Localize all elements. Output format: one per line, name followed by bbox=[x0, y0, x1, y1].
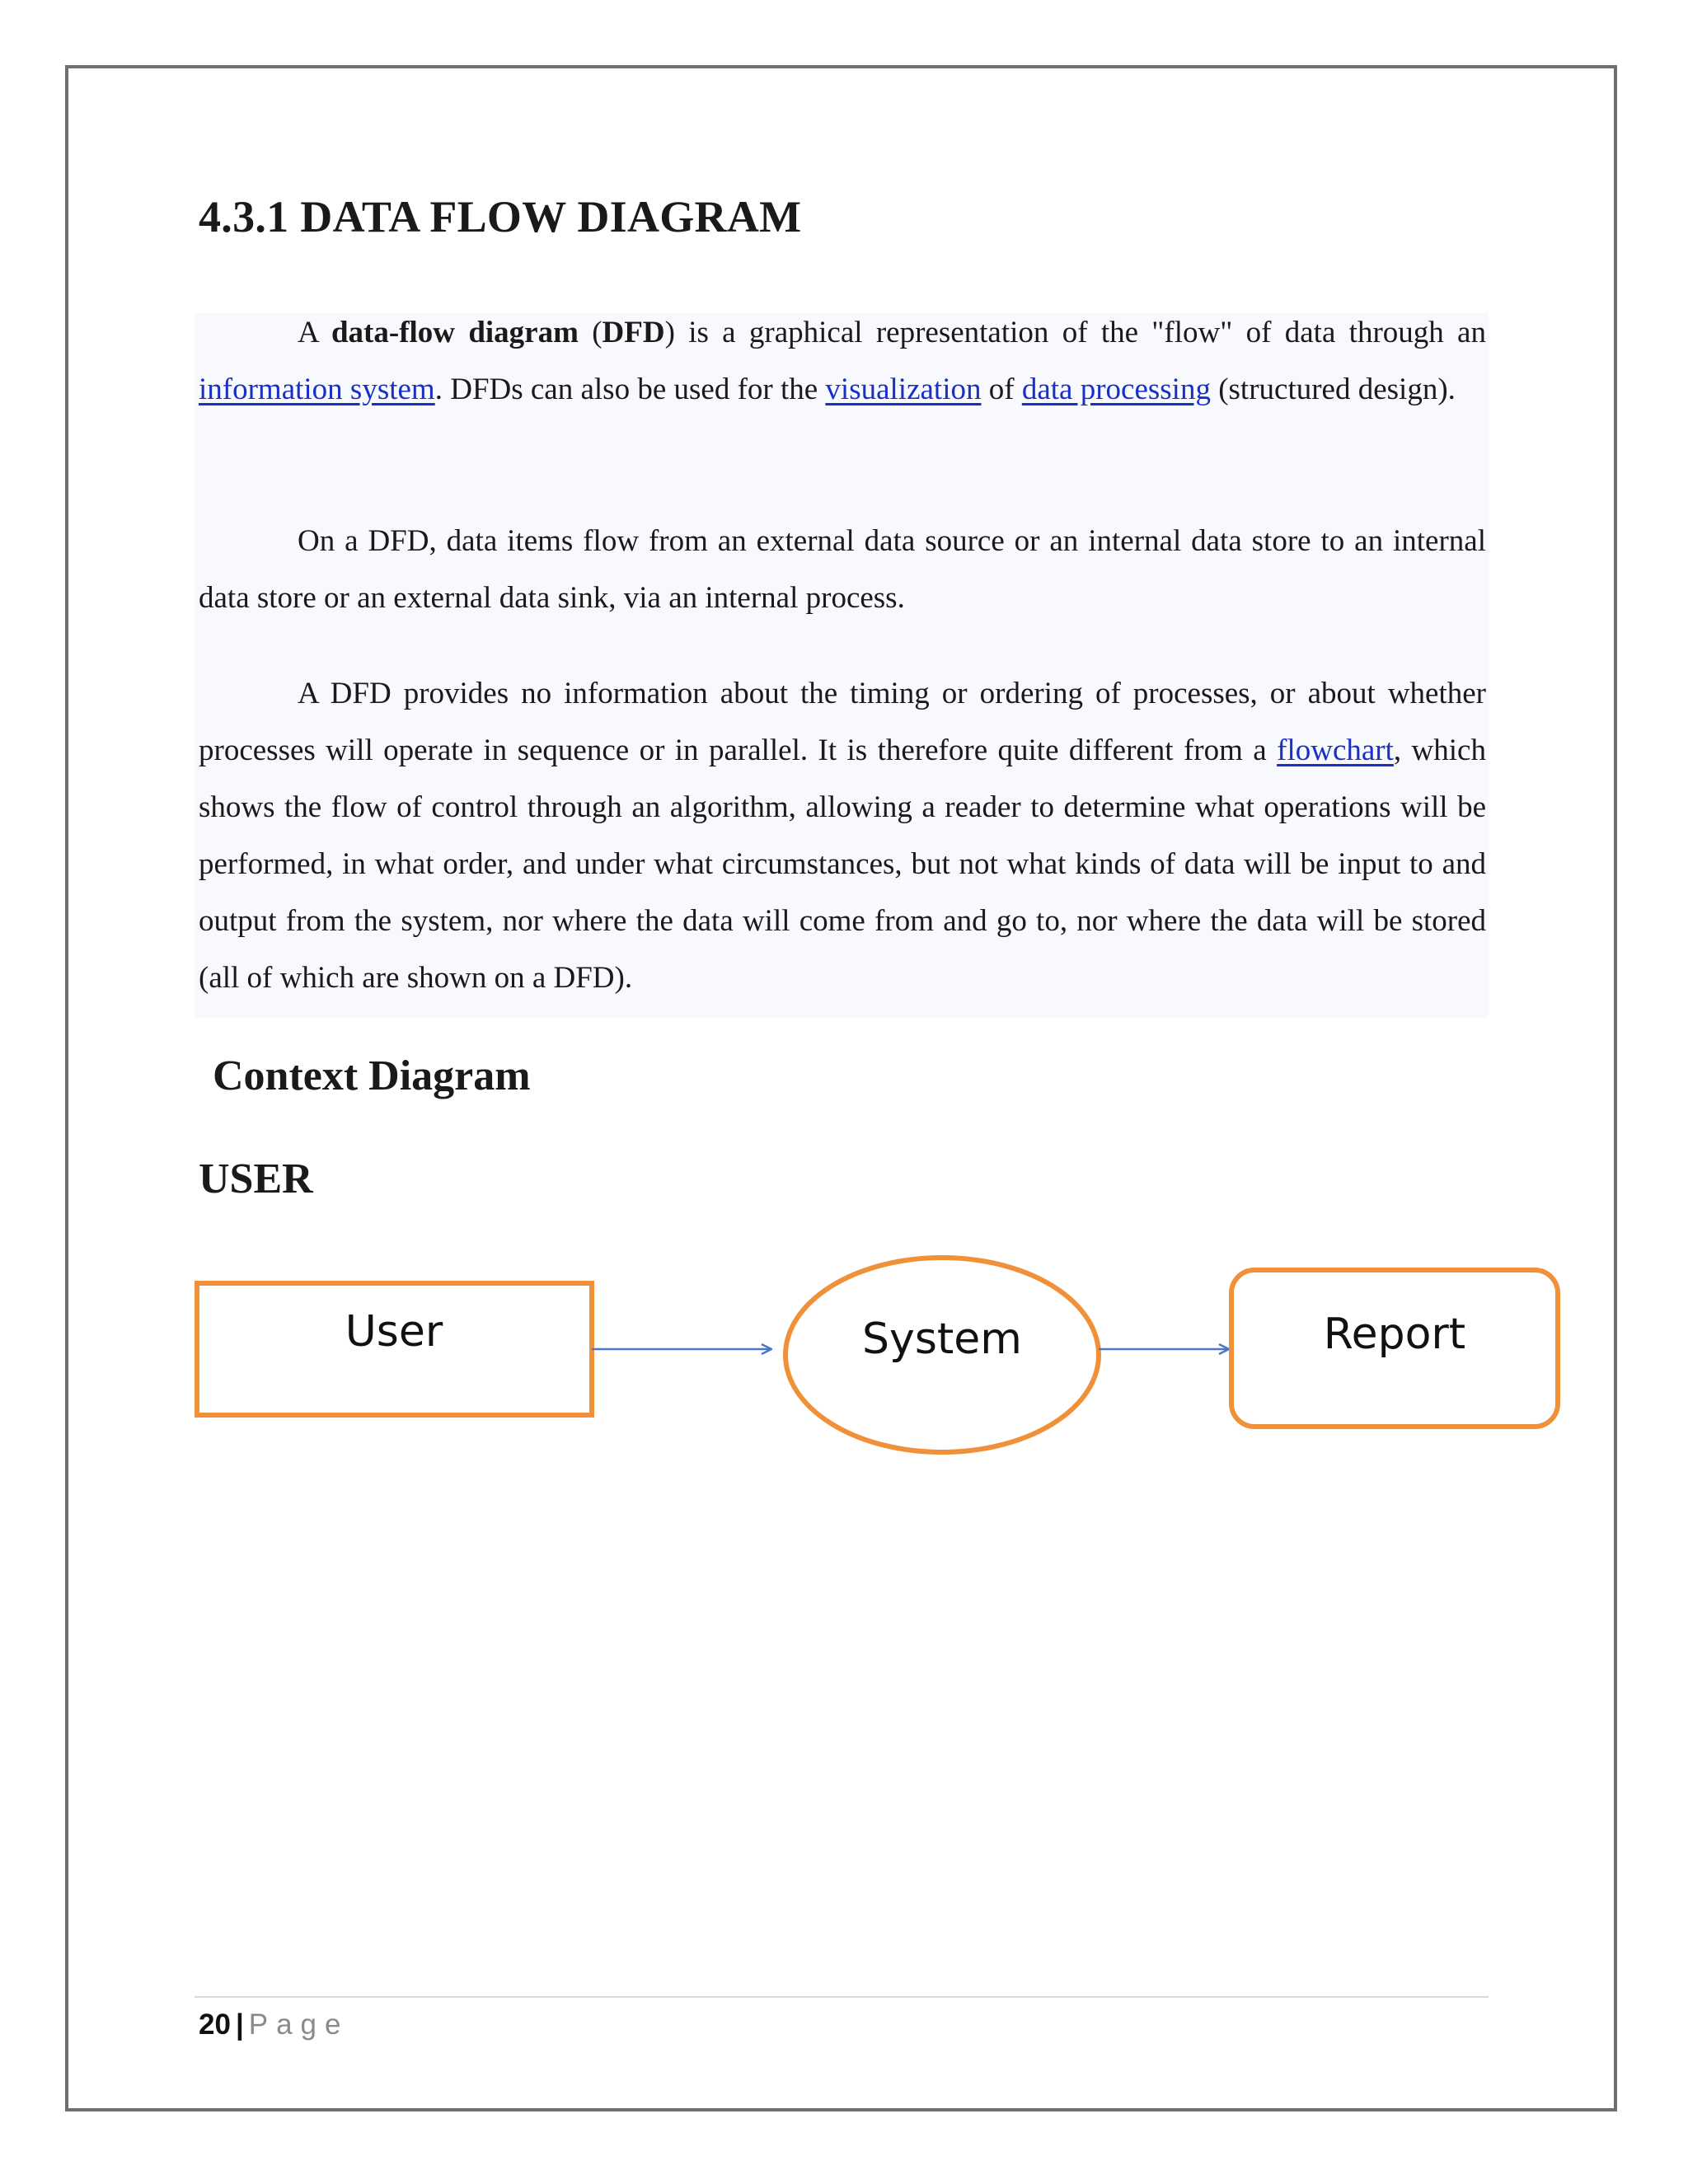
user-entity-label: User bbox=[345, 1307, 443, 1357]
report-entity-label: Report bbox=[1323, 1310, 1466, 1359]
page-label: Page bbox=[248, 2008, 349, 2041]
report-entity-box bbox=[1231, 1270, 1558, 1427]
page-number: 20 bbox=[199, 2008, 231, 2041]
paragraph-dfd-vs-flowchart: A DFD provides no information about the timing or ordering of processes, or about whether processes will operate in sequence or in parallel. It is therefore quite different from a flowchart, which shows the flow of control through an algorithm, allowing a reader to determine what operations will be performed, in what order, and under what circumstances, but not what kinds of data will be input to and output from the system, nor where the data will come from and go to, nor where the data will be stored (all of which are shown on a DFD). bbox=[199, 677, 1486, 995]
paragraph-dfd-definition: A data-flow diagram (DFD) is a graphical representation of the "flow" of data through an information system. DFDs can also be used for the visualization of data processing (structured design). bbox=[199, 316, 1486, 406]
footer-divider bbox=[195, 1996, 1489, 1998]
term-dfd: DFD bbox=[602, 316, 665, 349]
term-data-flow-diagram: data-flow diagram bbox=[331, 316, 579, 349]
footer-separator: | bbox=[235, 2008, 244, 2041]
user-heading: USER bbox=[199, 1155, 313, 1202]
link-data-processing[interactable]: data processing bbox=[1021, 373, 1211, 406]
system-process-label: System bbox=[862, 1315, 1022, 1364]
user-entity-box bbox=[197, 1283, 592, 1415]
system-process-ellipse bbox=[785, 1258, 1099, 1452]
context-diagram-heading: Context Diagram bbox=[213, 1052, 531, 1099]
section-title: 4.3.1 DATA FLOW DIAGRAM bbox=[199, 192, 802, 241]
paragraph-data-items: On a DFD, data items flow from an external data source or an internal data store to an internal data store or an external data sink, via an internal process. bbox=[199, 524, 1486, 615]
page-footer bbox=[199, 2004, 349, 2046]
link-visualization[interactable]: visualization bbox=[825, 373, 982, 406]
link-information-system[interactable]: information system bbox=[199, 373, 435, 406]
link-flowchart[interactable]: flowchart bbox=[1277, 733, 1394, 767]
